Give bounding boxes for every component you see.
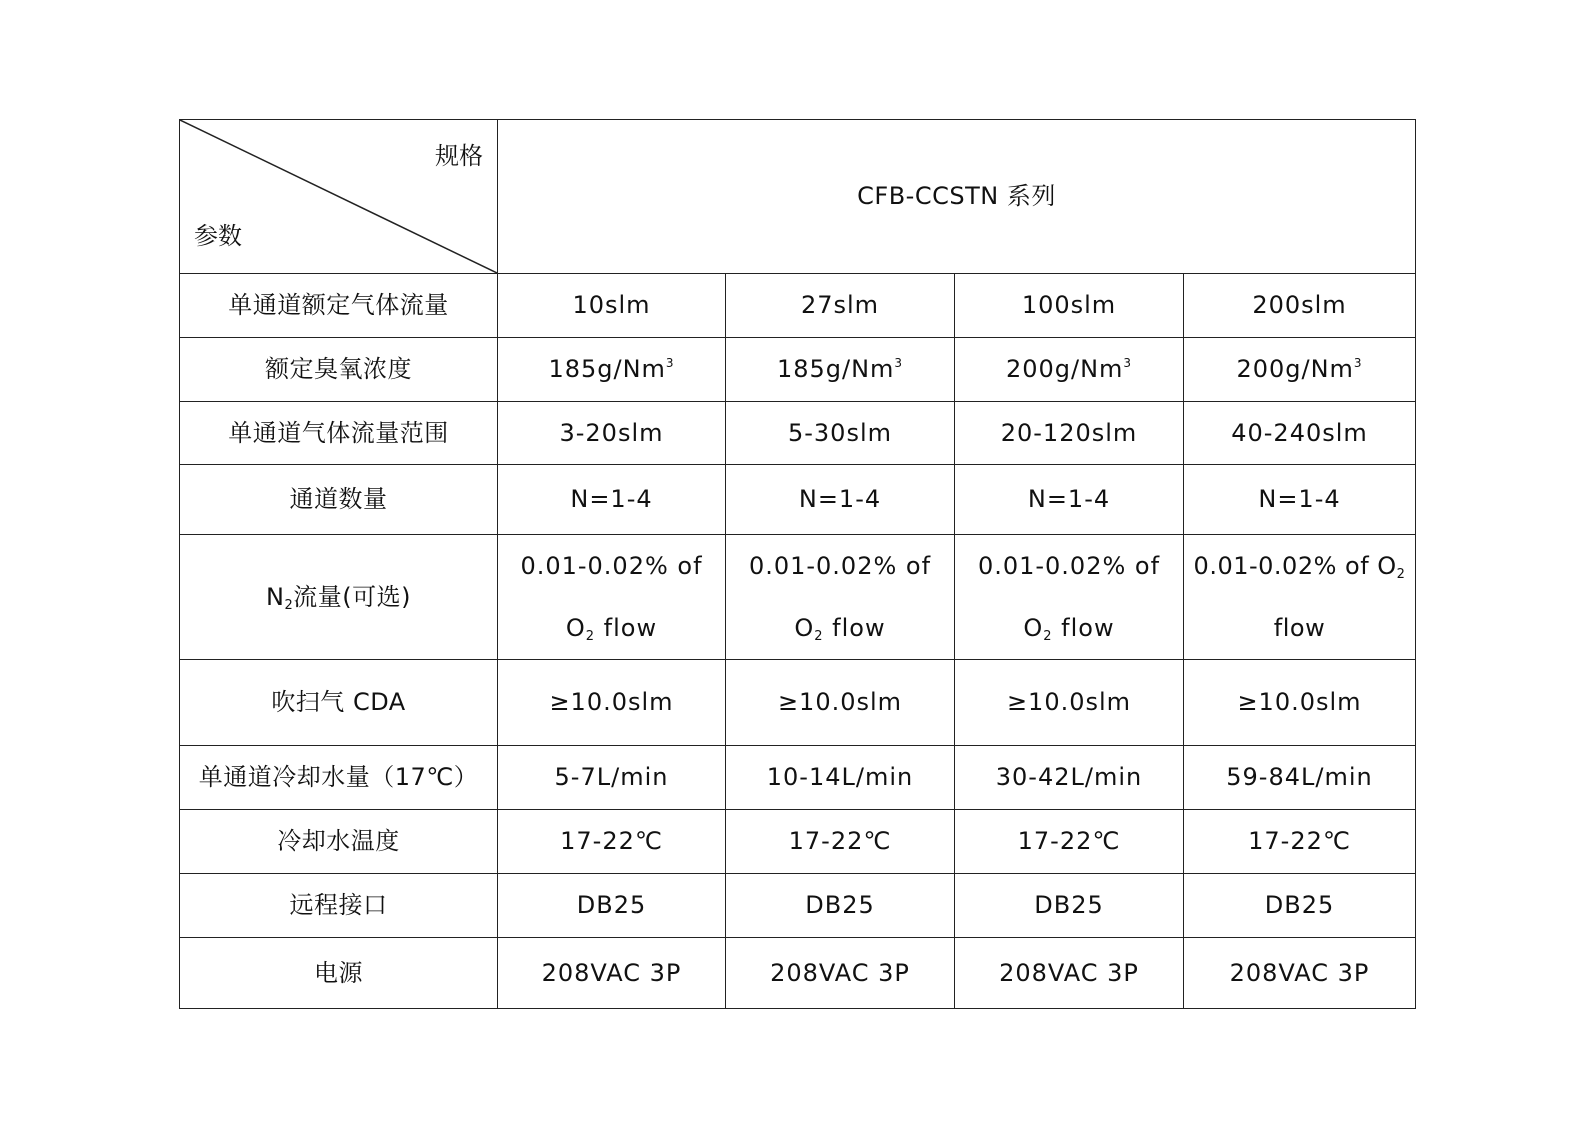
- unit-superscript: 3: [1353, 356, 1363, 371]
- value-line: flow: [1273, 614, 1326, 642]
- spec-label: 规格: [435, 142, 483, 170]
- value-text: O: [794, 614, 815, 642]
- value-cell: 40-240slm: [1184, 402, 1416, 465]
- value-cell: 27slm: [726, 274, 955, 338]
- value-cell: ≥10.0slm: [726, 660, 955, 746]
- value-cell: [1184, 535, 1416, 660]
- value-cell: [498, 535, 726, 660]
- param-label-cell: 吹扫气 CDA: [180, 660, 498, 746]
- label-text: N: [266, 582, 285, 611]
- value-cell: DB25: [955, 874, 1184, 938]
- table-row: [180, 274, 1416, 338]
- value-text: 185g/Nm: [548, 355, 666, 384]
- value-text: O: [565, 614, 586, 642]
- value-cell: 208VAC 3P: [955, 938, 1184, 1009]
- param-label-cell: 单通道气体流量范围: [180, 402, 498, 465]
- value-cell: 200slm: [1184, 274, 1416, 338]
- value-cell: 30-42L/min: [955, 746, 1184, 810]
- value-cell: [726, 535, 955, 660]
- value-cell: N=1-4: [498, 465, 726, 535]
- value-cell: DB25: [726, 874, 955, 938]
- value-subscript: 2: [1396, 567, 1406, 582]
- value-cell: [726, 338, 955, 402]
- param-label-cell: 通道数量: [180, 465, 498, 535]
- value-cell: [1184, 338, 1416, 402]
- value-text: 200g/Nm: [1236, 355, 1354, 384]
- value-cell: 208VAC 3P: [1184, 938, 1416, 1009]
- param-label-cell: 单通道额定气体流量: [180, 274, 498, 338]
- value-cell: 5-7L/min: [498, 746, 726, 810]
- value-text: 0.01-0.02% of O: [1193, 552, 1397, 580]
- value-subscript: 2: [1043, 629, 1053, 644]
- value-cell: 10slm: [498, 274, 726, 338]
- value-line: [498, 597, 725, 659]
- label-subscript: 2: [284, 597, 294, 613]
- table-row: [180, 465, 1416, 535]
- value-line: 0.01-0.02% of: [977, 552, 1161, 580]
- value-cell: 3-20slm: [498, 402, 726, 465]
- value-subscript: 2: [814, 629, 824, 644]
- value-cell: 17-22℃: [726, 810, 955, 874]
- value-cell: [955, 535, 1184, 660]
- value-cell: ≥10.0slm: [955, 660, 1184, 746]
- param-label-cell: 额定臭氧浓度: [180, 338, 498, 402]
- value-text: flow: [823, 614, 886, 642]
- value-text: flow: [1052, 614, 1115, 642]
- value-cell: ≥10.0slm: [498, 660, 726, 746]
- unit-superscript: 3: [1123, 356, 1133, 371]
- param-label-cell: 冷却水温度: [180, 810, 498, 874]
- value-cell: 59-84L/min: [1184, 746, 1416, 810]
- value-line: [955, 597, 1183, 659]
- value-text: flow: [595, 614, 658, 642]
- corner-header-cell: [180, 120, 498, 274]
- table-row: [180, 810, 1416, 874]
- value-cell: 100slm: [955, 274, 1184, 338]
- value-cell: 208VAC 3P: [498, 938, 726, 1009]
- value-cell: N=1-4: [726, 465, 955, 535]
- table-row: [180, 535, 1416, 660]
- table-row: [180, 874, 1416, 938]
- unit-superscript: 3: [665, 356, 675, 371]
- table-row: [180, 660, 1416, 746]
- header-row: [180, 120, 1416, 274]
- value-cell: N=1-4: [955, 465, 1184, 535]
- value-line: [726, 597, 954, 659]
- param-label-cell: 单通道冷却水量（17℃）: [180, 746, 498, 810]
- series-title: CFB-CCSTN 系列: [498, 120, 1416, 274]
- value-cell: DB25: [1184, 874, 1416, 938]
- value-cell: 208VAC 3P: [726, 938, 955, 1009]
- value-cell: N=1-4: [1184, 465, 1416, 535]
- param-label: 参数: [194, 222, 242, 251]
- value-text: O: [1023, 614, 1044, 642]
- value-line: 0.01-0.02% of: [520, 552, 703, 580]
- value-line: [1184, 535, 1415, 597]
- table-row: [180, 402, 1416, 465]
- value-line: 0.01-0.02% of: [748, 552, 932, 580]
- value-cell: 20-120slm: [955, 402, 1184, 465]
- param-label-cell: 电源: [180, 938, 498, 1009]
- value-cell: 10-14L/min: [726, 746, 955, 810]
- value-cell: DB25: [498, 874, 726, 938]
- table-row: [180, 338, 1416, 402]
- table-row: [180, 746, 1416, 810]
- value-text: 185g/Nm: [776, 355, 895, 384]
- value-subscript: 2: [585, 629, 596, 644]
- unit-superscript: 3: [894, 356, 904, 371]
- param-label-cell: [180, 535, 498, 660]
- param-label-cell: 远程接口: [180, 874, 498, 938]
- value-cell: 17-22℃: [1184, 810, 1416, 874]
- value-cell: 17-22℃: [955, 810, 1184, 874]
- label-text: 流量(可选): [293, 582, 411, 611]
- spec-table: [179, 119, 1416, 1009]
- value-cell: ≥10.0slm: [1184, 660, 1416, 746]
- value-text: 200g/Nm: [1005, 355, 1124, 384]
- value-cell: 5-30slm: [726, 402, 955, 465]
- value-cell: [955, 338, 1184, 402]
- value-cell: [498, 338, 726, 402]
- value-cell: 17-22℃: [498, 810, 726, 874]
- table-row: [180, 938, 1416, 1009]
